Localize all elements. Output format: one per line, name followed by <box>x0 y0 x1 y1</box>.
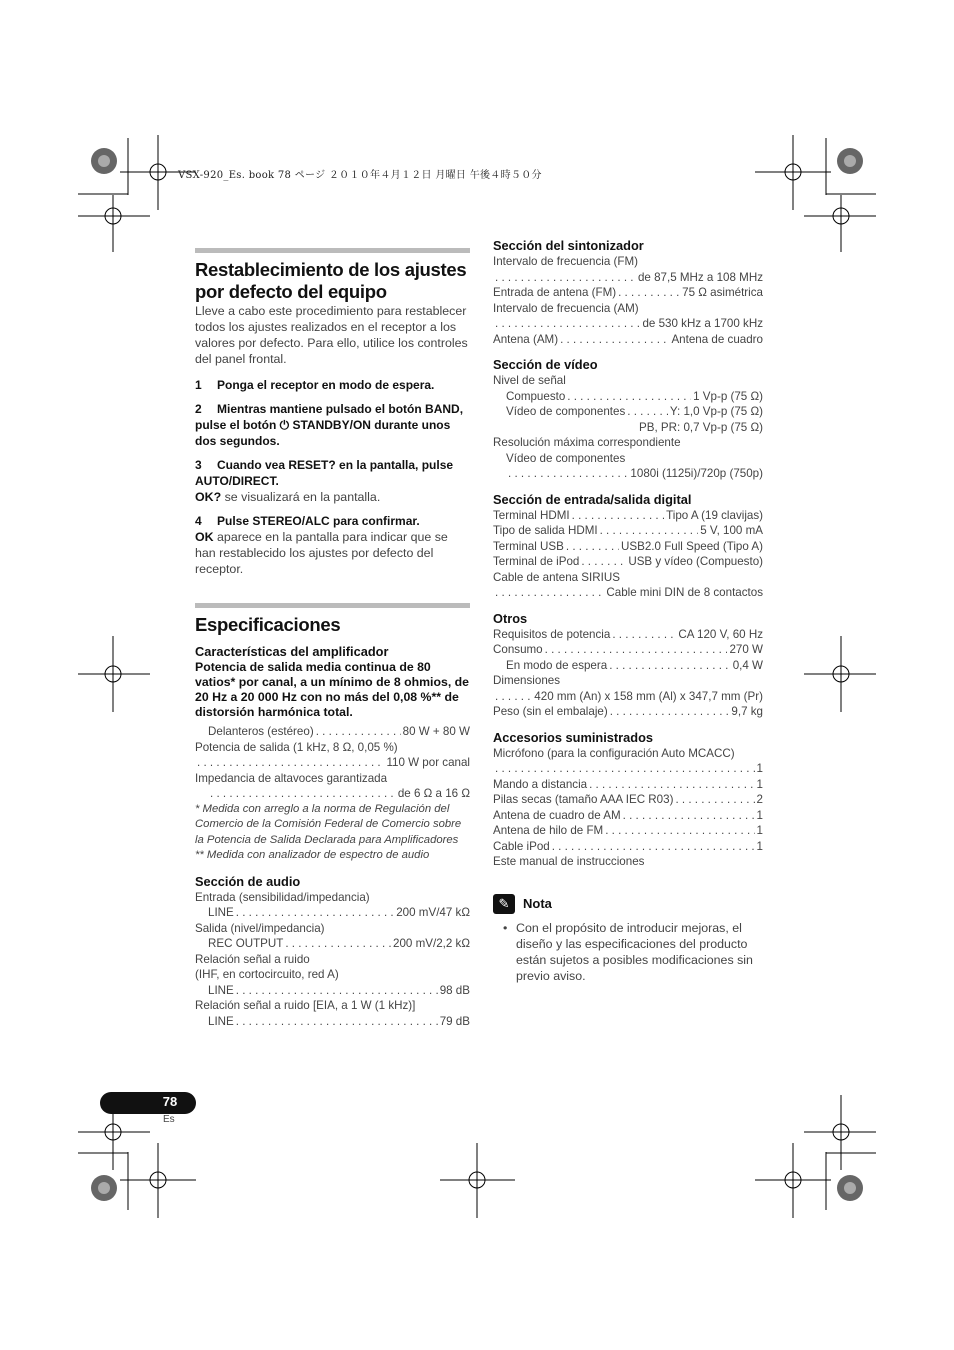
footnote-1: * Medida con arreglo a la norma de Regulación del Comercio de la Comisión Federal de Comercio sobre la Potencia de Salida Declarada para Amplificadores <box>195 802 462 846</box>
spec-value: 1 Vp-p (75 Ω) <box>693 389 763 403</box>
spec-row <box>493 523 763 539</box>
spec-label: Micrófono (para la configuración Auto MCACC) <box>493 746 735 760</box>
note-title: Nota <box>523 896 552 911</box>
spec-value: 75 Ω asimétrica <box>682 286 763 299</box>
note-text: Con el propósito de introducir mejoras, el diseño y las especificaciones del producto están sujetos a posibles modificaciones sin previo aviso. <box>516 920 753 983</box>
spec-value: 9,7 kg <box>731 705 763 718</box>
video-heading: Sección de vídeo <box>493 357 598 372</box>
spec-label: Nivel de señal <box>493 374 566 387</box>
spec-label: Delanteros (estéreo) <box>208 725 314 738</box>
spec-label: Terminal USB <box>493 539 564 553</box>
step-number: 3 <box>195 458 202 472</box>
step-number: 4 <box>195 514 202 528</box>
spec-value: 1 <box>756 839 763 853</box>
spec-label: Antena de hilo de FM <box>493 824 604 837</box>
spec-value: USB2.0 Full Speed (Tipo A) <box>621 539 763 553</box>
ok-question: OK? <box>195 490 222 504</box>
spec-value: 110 W por canal <box>386 756 470 769</box>
step-text: Ponga el receptor en modo de espera. <box>217 378 435 392</box>
spec-row <box>493 808 763 824</box>
step-text: Cuando vea RESET? en la pantalla, pulse AUTO/DIRECT. <box>195 458 454 488</box>
spec-row <box>493 658 763 674</box>
spec-row <box>493 627 763 643</box>
spec-row <box>493 839 763 855</box>
spec-value: 0,4 W <box>732 658 763 672</box>
audio-heading: Sección de audio <box>195 873 301 889</box>
spec-row <box>493 389 763 405</box>
spec-label: Entrada de antena (FM) <box>493 286 617 299</box>
spec-label: Pilas secas (tamaño AAA IEC R03) <box>493 793 674 806</box>
spec-label: Vídeo de componentes <box>506 451 626 465</box>
spec-label: Relación señal a ruido <box>195 952 310 966</box>
spec-label: LINE <box>208 1014 234 1028</box>
power-heading: Potencia de salida media continua de 80 vatios* por canal, a un mínimo de 8 ohmios, de 20 Hz a 20 000 Hz con no más del 0,08 %** de distorsión harmónica total. <box>195 660 470 719</box>
spec-label: Requisitos de potencia <box>493 627 611 641</box>
amplifier-heading: Características del amplificador <box>195 644 389 659</box>
spec-value: 1 <box>756 762 763 775</box>
step-2 <box>195 401 470 449</box>
spec-value: 1 <box>756 777 763 791</box>
spec-row <box>493 761 763 777</box>
spec-label: Intervalo de frecuencia (FM) <box>493 255 638 268</box>
digital-heading: Sección de entrada/salida digital <box>493 491 692 507</box>
spec-value: 200 mV/47 kΩ <box>396 906 470 919</box>
left-column <box>195 248 470 1029</box>
spec-row <box>493 332 763 348</box>
section-divider <box>195 603 470 608</box>
spec-label: LINE <box>208 906 234 919</box>
step-number: 2 <box>195 402 202 416</box>
spec-value: de 6 Ω a 16 Ω <box>397 787 470 800</box>
step-4-result <box>195 529 470 577</box>
spec-row <box>493 823 763 839</box>
spec-value: 420 mm (An) x 158 mm (Al) x 347,7 mm (Pr) <box>534 689 763 703</box>
right-column <box>493 238 763 984</box>
spec-value: USB y vídeo (Compuesto) <box>628 555 763 568</box>
spec-label: Intervalo de frecuencia (AM) <box>493 301 639 315</box>
pencil-icon: ✎ <box>493 894 515 914</box>
spec-label: Peso (sin el embalaje) <box>493 705 608 718</box>
spec-value: de 530 kHz a 1700 kHz <box>642 317 763 330</box>
spec-value: 1 <box>756 808 763 822</box>
step-3-result-text: se visualizará en la pantalla. <box>221 490 381 504</box>
spec-label: Salida (nivel/impedancia) <box>195 921 325 935</box>
spec-label: LINE <box>208 983 234 997</box>
spec-value: Tipo A (19 clavijas) <box>666 508 763 522</box>
spec-label: Vídeo de componentes <box>506 405 626 418</box>
spec-value: 80 W + 80 W <box>402 725 470 738</box>
language-label: Es <box>163 1114 175 1125</box>
bullet-icon: • <box>503 920 508 935</box>
spec-label: Antena de cuadro de AM <box>493 808 621 822</box>
spec-label: Tipo de salida HDMI <box>493 524 598 537</box>
step-text: Mientras mantiene pulsado el botón BAND, pulse el botón ⏻ STANDBY/ON durante unos dos segundos. <box>195 402 464 448</box>
note-header <box>493 894 763 914</box>
step-4-result-text: aparece en la pantalla para indicar que se han restablecido los ajustes por defecto del receptor. <box>195 530 448 576</box>
spec-label: Consumo <box>493 643 543 656</box>
spec-value: PB, PR: 0,7 Vp-p (75 Ω) <box>638 420 763 434</box>
step-3 <box>195 457 470 489</box>
spec-row <box>493 404 763 420</box>
spec-row <box>493 316 763 332</box>
spec-row <box>493 585 763 601</box>
section-divider <box>195 248 470 253</box>
step-number: 1 <box>195 378 202 392</box>
spec-label: REC OUTPUT <box>208 937 284 950</box>
spec-row <box>493 689 763 705</box>
spec-value: 5 V, 100 mA <box>700 524 763 537</box>
spec-label: Terminal de iPod <box>493 555 580 568</box>
spec-value: 1 <box>756 824 763 837</box>
reset-title <box>195 259 470 303</box>
accessories-heading: Accesorios suministrados <box>493 729 654 745</box>
ok-label: OK <box>195 530 214 544</box>
step-3-result <box>195 489 470 505</box>
spec-value: 98 dB <box>439 983 470 997</box>
spec-row <box>493 792 763 808</box>
spec-row <box>493 777 763 793</box>
page-number: 78 <box>162 1094 178 1109</box>
spec-row <box>493 642 763 658</box>
spec-label: Entrada (sensibilidad/impedancia) <box>195 890 370 904</box>
step-1 <box>195 377 470 393</box>
spec-row <box>493 466 763 482</box>
reset-title-line2: por defecto del equipo <box>195 281 387 302</box>
book-info-header: VSX-920_Es. book 78 ページ ２０１０年４月１２日 月曜日 午後４時５０分 <box>178 170 542 181</box>
spec-label: Potencia de salida (1 kHz, 8 Ω, 0,05 %) <box>195 740 398 754</box>
spec-label: Impedancia de altavoces garantizada <box>195 771 388 785</box>
spec-value: CA 120 V, 60 Hz <box>678 627 763 641</box>
footnote-2: ** Medida con analizador de espectro de audio <box>195 849 430 861</box>
reset-title-line1: Restablecimiento de los ajustes <box>195 259 467 280</box>
spec-value: 79 dB <box>439 1014 470 1028</box>
spec-label: Cable iPod <box>493 839 550 853</box>
spec-row <box>493 270 763 286</box>
note-item <box>493 920 763 984</box>
spec-value: 200 mV/2,2 kΩ <box>393 937 470 950</box>
spec-row <box>195 1014 470 1030</box>
spec-row <box>493 285 763 301</box>
spec-value: Antena de cuadro <box>671 332 763 346</box>
spec-value: 2 <box>756 793 763 806</box>
spec-label: Mando a distancia <box>493 777 588 791</box>
specs-title: Especificaciones <box>195 614 341 635</box>
spec-row <box>493 554 763 570</box>
spec-row <box>195 724 470 740</box>
spec-row <box>195 936 470 952</box>
spec-value: Cable mini DIN de 8 contactos <box>606 586 763 599</box>
spec-label: Cable de antena SIRIUS <box>493 570 620 584</box>
spec-label: Relación señal a ruido [EIA, a 1 W (1 kHz)] <box>195 999 416 1012</box>
tuner-heading: Sección del sintonizador <box>493 238 644 253</box>
spec-value: 270 W <box>729 643 763 656</box>
spec-label: Antena (AM) <box>493 332 559 346</box>
step-4 <box>195 513 470 529</box>
spec-value: 1080i (1125i)/720p (750p) <box>630 467 763 480</box>
reset-intro: Lleve a cabo este procedimiento para restablecer todos los ajustes realizados en el receptor a los valores por defecto. Para ello, utilice los controles del panel frontal. <box>195 304 468 366</box>
spec-row <box>195 905 470 921</box>
spec-label: Compuesto <box>506 389 566 403</box>
spec-label: Resolución máxima correspondiente <box>493 436 681 449</box>
spec-label: (IHF, en cortocircuito, red A) <box>195 968 339 981</box>
spec-label: Dimensiones <box>493 674 561 687</box>
spec-value: de 87,5 MHz a 108 MHz <box>637 270 763 284</box>
spec-label: Este manual de instrucciones <box>493 855 645 868</box>
spec-row <box>195 755 470 771</box>
spec-row <box>195 983 470 999</box>
spec-row <box>493 508 763 524</box>
others-heading: Otros <box>493 610 528 626</box>
spec-row <box>493 704 763 720</box>
spec-value: Y: 1,0 Vp-p (75 Ω) <box>669 405 763 418</box>
spec-label: En modo de espera <box>506 658 608 672</box>
spec-row <box>493 539 763 555</box>
step-text: Pulse STEREO/ALC para confirmar. <box>217 514 420 528</box>
spec-label: Terminal HDMI <box>493 508 570 522</box>
spec-row <box>195 786 470 802</box>
